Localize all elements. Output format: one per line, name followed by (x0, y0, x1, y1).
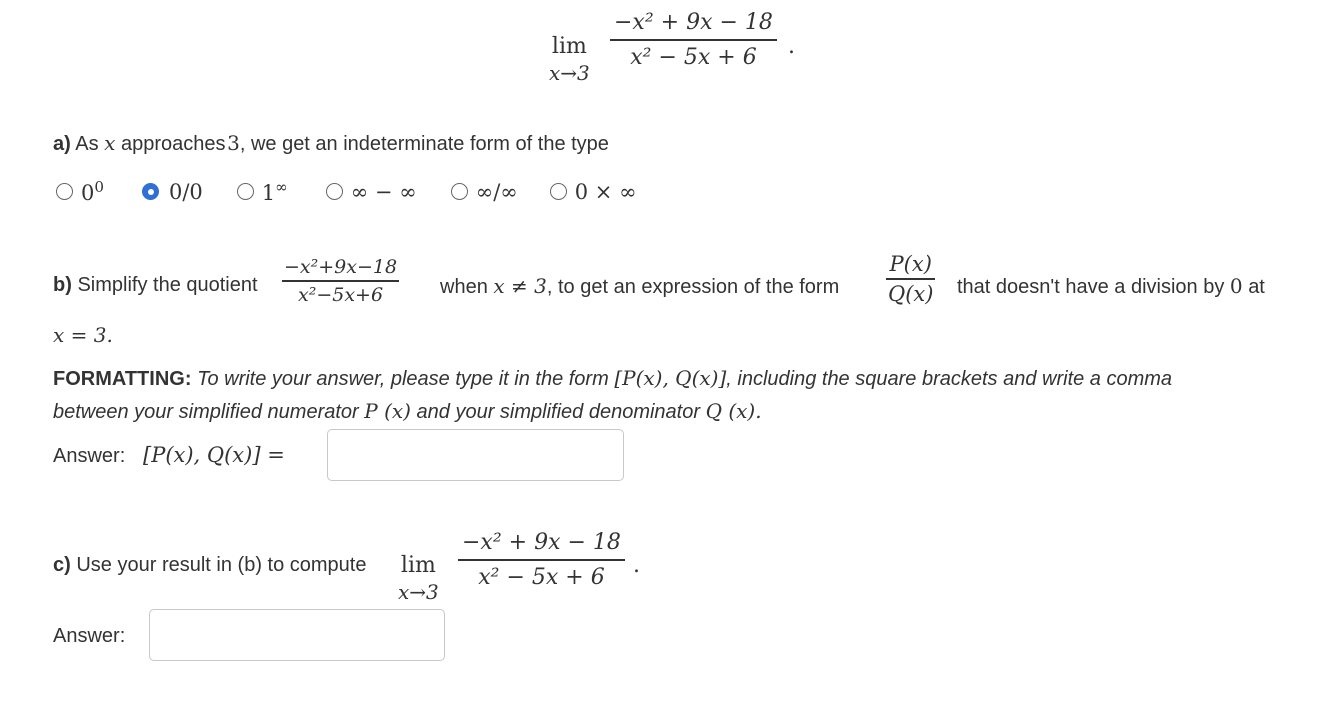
pq-numerator: P(x) (889, 252, 932, 276)
part-b-answer-label: Answer: (53, 445, 126, 467)
part-b-text3: , to get an expression of the form (546, 276, 840, 298)
part-b-zero: 0 (1229, 274, 1243, 298)
formatting-q: Q (x). (705, 399, 762, 423)
radio-button-selected[interactable] (142, 183, 159, 200)
formatting-instructions (53, 362, 1293, 428)
part-c-answer-input[interactable] (149, 609, 445, 661)
part-c-intro (53, 554, 366, 577)
part-a-text-before: As (75, 133, 99, 155)
option-label: 1∞ (261, 178, 288, 205)
formatting-text4: and your simplified denominator (416, 401, 701, 423)
part-c-text: Use your result in (b) to compute (76, 554, 367, 576)
indeterminate-form-options (56, 178, 637, 205)
option-inf-minus-inf[interactable] (326, 180, 417, 204)
part-b-intro (53, 274, 258, 297)
radio-button[interactable] (237, 183, 254, 200)
option-label: 0/0 (169, 179, 203, 204)
pq-form-fraction (886, 252, 935, 306)
formatting-form: [P(x), Q(x)] (614, 366, 727, 390)
part-b-condition: x ≠ 3 (493, 274, 547, 298)
radio-button[interactable] (550, 183, 567, 200)
top-numerator: −x² + 9x − 18 (614, 10, 773, 35)
option-label: ∞/∞ (475, 179, 518, 204)
part-b-tail (957, 274, 1265, 299)
part-b-text1: Simplify the quotient (77, 274, 258, 296)
part-a-value: 3 (227, 131, 240, 155)
part-b-text2: when (440, 276, 488, 298)
radio-button[interactable] (451, 183, 468, 200)
lim-subscript: x→3 (398, 580, 439, 604)
part-b-quotient (282, 256, 399, 306)
part-c-period: . (633, 553, 640, 578)
top-limit-fraction (610, 10, 777, 70)
part-b-prefix: b) (53, 274, 72, 296)
lim-text: lim (551, 34, 587, 59)
lim-subscript: x→3 (549, 61, 590, 85)
formatting-p: P (x) (364, 399, 411, 423)
part-b-when (440, 274, 839, 299)
part-c-prefix: c) (53, 554, 71, 576)
part-c-fraction (458, 530, 625, 590)
part-c-numerator: −x² + 9x − 18 (462, 530, 621, 555)
option-inf-over-inf[interactable] (451, 180, 518, 204)
formatting-text3: between your simplified numerator (53, 401, 359, 423)
part-a-text-mid: approaches (121, 133, 226, 155)
part-a-text-after: , we get an indeterminate form of the type (239, 133, 609, 155)
pq-denominator: Q(x) (888, 281, 934, 306)
part-a-prefix: a) (53, 133, 71, 155)
quotient-denominator: x²−5x+6 (298, 283, 384, 306)
formatting-text1: To write your answer, please type it in the form (197, 368, 609, 390)
part-a-question (53, 131, 609, 156)
top-period: . (788, 34, 795, 59)
option-0-times-inf[interactable] (550, 180, 637, 204)
option-label: 0 × ∞ (574, 179, 637, 204)
part-b-answer-input[interactable] (327, 429, 624, 481)
part-c-denominator: x² − 5x + 6 (478, 564, 605, 590)
formatting-label: FORMATTING: (53, 368, 192, 390)
option-label: $0^0$ (81, 178, 104, 205)
part-b-text4: that doesn't have a division by (957, 276, 1225, 298)
part-b-line2: x = 3. (53, 323, 113, 347)
top-denominator: x² − 5x + 6 (630, 44, 757, 70)
option-0-over-0[interactable] (142, 180, 203, 204)
quotient-numerator: −x²+9x−18 (284, 256, 398, 278)
part-c-lim-operator (398, 553, 439, 604)
lim-text: lim (400, 553, 436, 578)
part-c-answer-label: Answer: (53, 625, 126, 647)
part-b-answer-expression: [P(x), Q(x)] = (143, 443, 285, 467)
option-label: ∞ − ∞ (350, 179, 417, 204)
part-b-text5: at (1248, 276, 1265, 298)
option-1-pow-inf[interactable] (237, 178, 288, 205)
formatting-text2: , including the square brackets and write a comma (726, 368, 1173, 390)
radio-button[interactable] (326, 183, 343, 200)
option-0-pow-0[interactable] (56, 178, 104, 205)
radio-button[interactable] (56, 183, 73, 200)
top-lim-operator (549, 34, 590, 85)
part-a-var: x (104, 131, 116, 155)
